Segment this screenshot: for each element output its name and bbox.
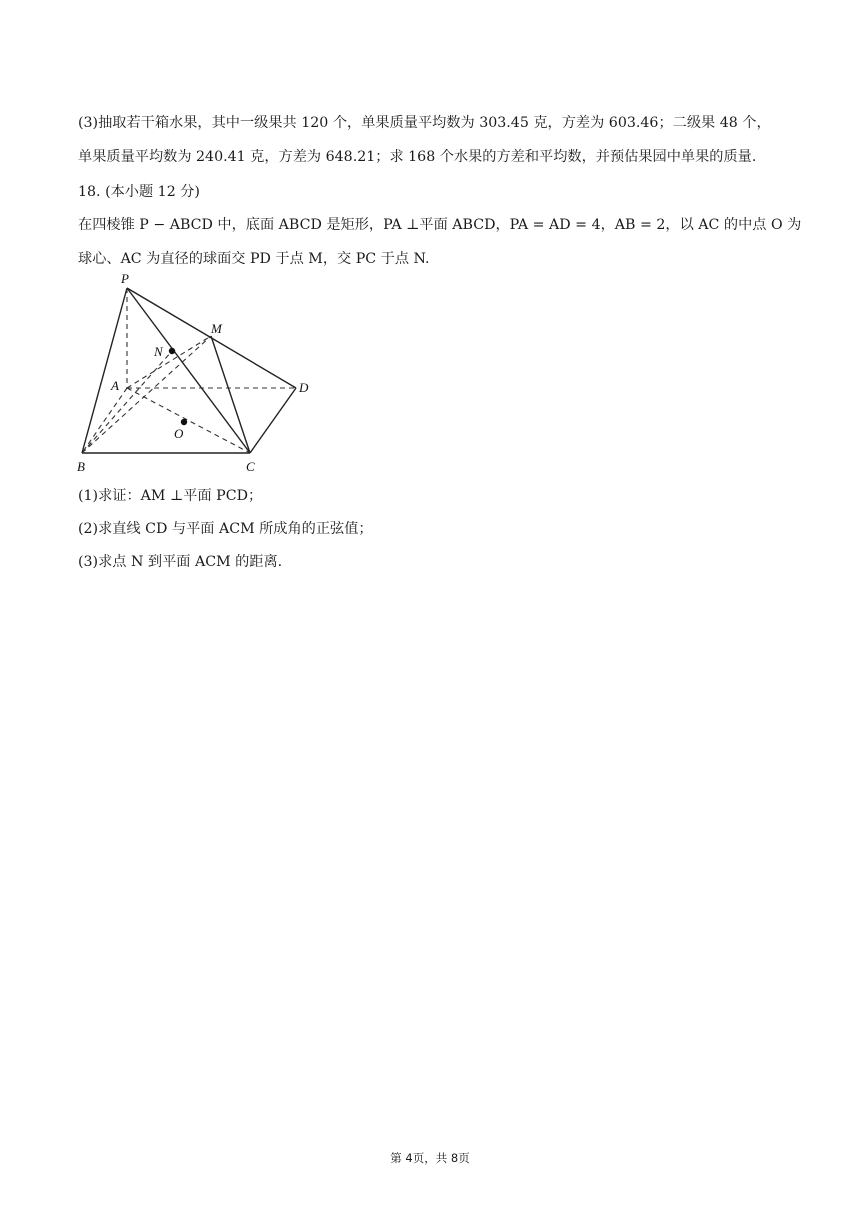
page-footer: 第 4页，共 8页	[390, 1151, 470, 1165]
q18-header: 18. (本小题 12 分)	[78, 184, 200, 200]
point-o	[181, 419, 187, 425]
point-n	[169, 348, 175, 354]
label-n: N	[154, 344, 163, 359]
label-c: C	[246, 459, 255, 474]
q18-stem-line2: 球心、AC 为直径的球面交 PD 于点 M，交 PC 于点 N.	[78, 251, 430, 267]
q17-part3-line1: (3)抽取若干箱水果，其中一级果共 120 个，单果质量平均数为 303.45 克，方差为 603.46；二级果 48 个，	[78, 115, 771, 131]
label-d: D	[299, 380, 309, 395]
q18-part3: (3)求点 N 到平面 ACM 的距离.	[78, 554, 283, 570]
label-p: P	[121, 271, 129, 286]
label-o: O	[174, 426, 184, 441]
pyramid-figure	[74, 268, 324, 478]
q18-part1: (1)求证：AM ⊥平面 PCD；	[78, 488, 263, 504]
q17-part3-line2: 单果质量平均数为 240.41 克，方差为 648.21；求 168 个水果的方差和平均数，并预估果园中单果的质量.	[78, 149, 757, 165]
edge-dc	[250, 388, 296, 453]
label-m: M	[211, 321, 222, 336]
q18-part2: (2)求直线 CD 与平面 ACM 所成角的正弦值；	[78, 521, 373, 537]
label-b: B	[77, 459, 85, 474]
edge-ab	[82, 388, 127, 453]
edge-pb	[82, 288, 127, 453]
edge-pc	[127, 288, 250, 453]
q18-stem-line1: 在四棱锥 P − ABCD 中，底面 ABCD 是矩形，PA ⊥平面 ABCD，PA = AD = 4，AB = 2，以 AC 的中点 O 为	[78, 217, 802, 233]
edge-bm	[82, 336, 211, 453]
label-a: A	[111, 378, 119, 393]
